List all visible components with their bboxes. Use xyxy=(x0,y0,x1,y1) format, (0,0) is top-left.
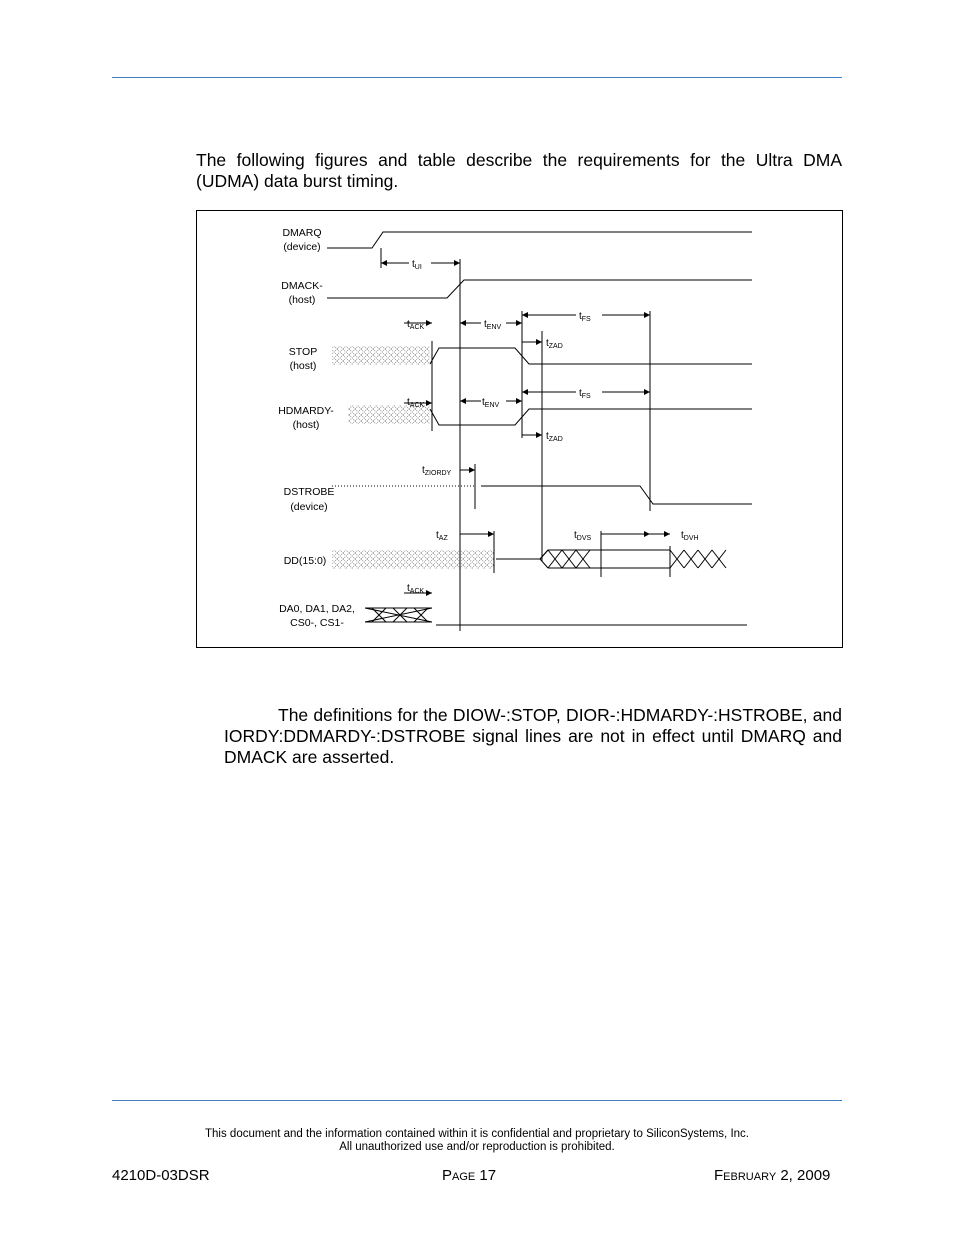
stop-waveform xyxy=(430,348,752,364)
timing-label-taz: $t_{AZ}$ xyxy=(436,530,448,542)
footer-page xyxy=(442,1167,496,1184)
signal-label-dmack: DMACK- xyxy=(281,280,323,292)
signal-label-da: DA0, DA1, DA2, xyxy=(279,603,355,615)
dd-undefined-region xyxy=(332,550,494,569)
confidential-line-1: This document and the information contained within it is confidential and proprietary to SiliconSystems, Inc. xyxy=(205,1128,749,1140)
timing-label-tenv-hdmardy: $t_{ENV}$ xyxy=(482,397,500,409)
timing-label-tdvh: $t_{DVH}$ xyxy=(681,530,699,542)
timing-label-tack-hdmardy: $t_{ACK}$ xyxy=(407,397,425,409)
signal-sublabel-dmack: (host) xyxy=(288,294,316,306)
signal-label-stop: STOP xyxy=(288,346,318,358)
timing-label-tfs-hdmardy: $t_{FS}$ xyxy=(579,388,591,400)
date-rest: EBRUARY xyxy=(723,1171,777,1183)
signal-sublabel-dmarq: (device) xyxy=(283,241,321,253)
timing-label-tfs-stop: $t_{FS}$ xyxy=(579,311,591,323)
signal-sublabel-stop: (host) xyxy=(289,360,317,372)
dd-xx-2 xyxy=(670,550,726,568)
timing-label-tenv-stop: $t_{ENV}$ xyxy=(484,319,502,331)
date-initial: F xyxy=(714,1167,724,1184)
dmack-waveform xyxy=(327,280,752,298)
confidential-notice xyxy=(112,1128,842,1154)
timing-label-tack-stop: $t_{ACK}$ xyxy=(407,319,425,331)
da-transition xyxy=(365,608,432,622)
note-paragraph xyxy=(224,705,842,768)
date-tail: 2, 2009 xyxy=(780,1167,831,1184)
timing-label-tdvs: $t_{DVS}$ xyxy=(574,530,592,542)
dd-xx-1 xyxy=(548,550,590,568)
timing-label-tziordy: $t_{ZIORDY}$ xyxy=(422,465,452,477)
stop-undefined-region xyxy=(332,346,430,365)
signal-sublabel-da: CS0-, CS1- xyxy=(290,617,344,629)
footer-doc-id: 4210D-03DSR xyxy=(112,1167,210,1184)
signal-sublabel-hdmardy: (host) xyxy=(292,419,320,431)
dstrobe-waveform xyxy=(481,486,752,504)
timing-label-tack-da: $t_{ACK}$ xyxy=(407,583,425,595)
timing-label-tzad-hdmardy: $t_{ZAD}$ xyxy=(546,431,563,443)
signal-label-dstrobe: DSTROBE xyxy=(283,486,335,498)
page-initial: P xyxy=(442,1167,453,1184)
signal-label-hdmardy: HDMARDY- xyxy=(278,405,334,417)
tui-guides xyxy=(381,248,460,631)
page-rest: AGE xyxy=(452,1171,476,1183)
confidential-line-2: All unauthorized use and/or reproduction is prohibited. xyxy=(339,1141,615,1153)
timing-label-tui: $t_{UI}$ xyxy=(412,259,422,271)
footer-date xyxy=(714,1167,830,1184)
signal-label-dmarq: DMARQ xyxy=(282,227,322,239)
page-number: 17 xyxy=(479,1167,497,1184)
intro-text: The following figures and table describe the requirements for the Ultra DMA (UDMA) data burst timing. xyxy=(196,150,842,191)
da-waveform xyxy=(365,622,747,625)
signal-label-dd: DD(15:0) xyxy=(283,555,327,567)
note-text: The definitions for the DIOW-:STOP, DIOR-:HDMARDY-:HSTROBE, and IORDY:DDMARDY-:DSTROBE signal lines are not in effect until DMARQ and DMACK are asserted. xyxy=(224,705,842,767)
dmarq-waveform xyxy=(327,232,752,248)
timing-diagram-svg xyxy=(1,1,954,1236)
hdmardy-waveform xyxy=(430,409,752,425)
dd-bus-open xyxy=(540,550,548,568)
timing-guides xyxy=(432,311,670,577)
timing-label-tzad-stop: $t_{ZAD}$ xyxy=(546,338,563,350)
signal-sublabel-dstrobe: (device) xyxy=(290,501,328,513)
udma-timing-diagram xyxy=(196,210,843,648)
footer-rule xyxy=(112,1100,842,1101)
